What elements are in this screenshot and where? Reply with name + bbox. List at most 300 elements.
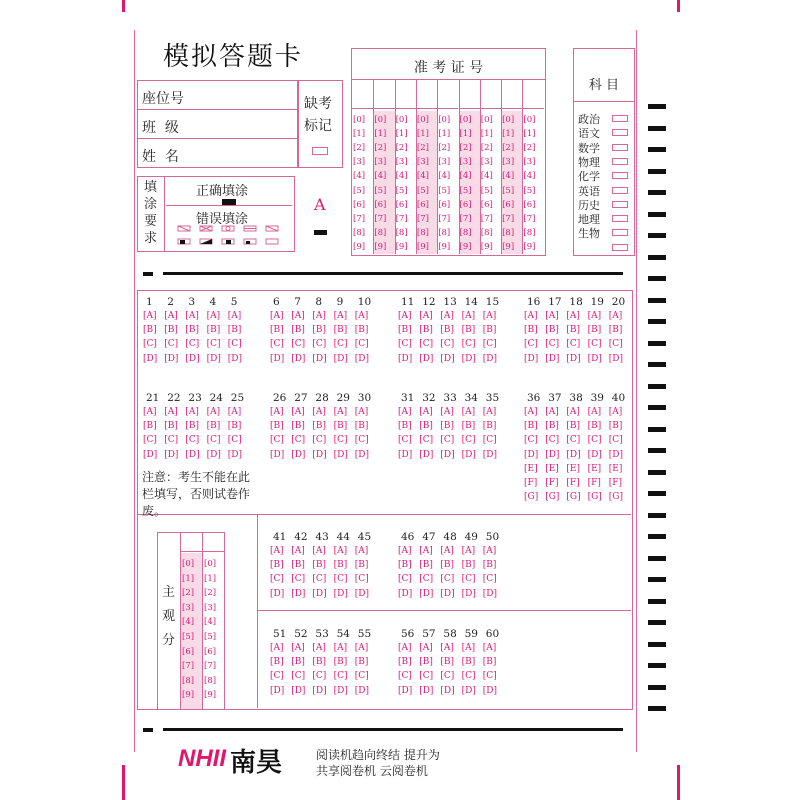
- answer-bubble[interactable]: [B]: [608, 421, 623, 432]
- answer-bubble[interactable]: [B]: [419, 657, 433, 668]
- answer-bubble[interactable]: [B]: [354, 421, 369, 432]
- answer-bubble[interactable]: [C]: [566, 339, 581, 350]
- answer-bubble[interactable]: [F]: [545, 478, 559, 488]
- answer-bubble[interactable]: [D]: [312, 685, 327, 696]
- answer-bubble[interactable]: [C]: [312, 671, 327, 682]
- answer-bubble[interactable]: [D]: [333, 588, 348, 599]
- exam-id-bubble[interactable]: [3]: [353, 157, 366, 168]
- exam-id-bubble[interactable]: [9]: [374, 241, 387, 252]
- exam-id-bubble[interactable]: [0]: [459, 115, 472, 125]
- exam-id-bubble[interactable]: [2]: [374, 143, 387, 154]
- exam-id-bubble[interactable]: [9]: [459, 241, 472, 252]
- exam-id-bubble[interactable]: [8]: [523, 227, 536, 238]
- answer-bubble[interactable]: [A]: [419, 311, 433, 321]
- answer-bubble[interactable]: [C]: [354, 671, 369, 682]
- answer-bubble[interactable]: [A]: [354, 643, 369, 653]
- answer-bubble[interactable]: [B]: [440, 560, 455, 571]
- answer-bubble[interactable]: [G]: [524, 492, 539, 503]
- answer-bubble[interactable]: [D]: [461, 588, 476, 599]
- answer-bubble[interactable]: [B]: [398, 421, 412, 432]
- exam-id-bubble[interactable]: [1]: [416, 129, 429, 140]
- exam-id-bubble[interactable]: [5]: [353, 185, 366, 196]
- exam-id-bubble[interactable]: [9]: [523, 241, 536, 252]
- subject-bubble[interactable]: [612, 144, 628, 151]
- answer-bubble[interactable]: [D]: [398, 449, 413, 460]
- answer-bubble[interactable]: [C]: [440, 671, 455, 682]
- answer-bubble[interactable]: [G]: [545, 492, 560, 503]
- exam-id-bubble[interactable]: [4]: [416, 171, 429, 182]
- exam-id-bubble[interactable]: [9]: [353, 241, 366, 252]
- score-bubble[interactable]: [6]: [204, 646, 217, 657]
- answer-bubble[interactable]: [B]: [164, 325, 178, 336]
- answer-bubble[interactable]: [B]: [398, 657, 412, 668]
- answer-bubble[interactable]: [C]: [143, 339, 157, 350]
- answer-bubble[interactable]: [B]: [461, 657, 476, 668]
- answer-bubble[interactable]: [D]: [398, 588, 413, 599]
- exam-id-bubble[interactable]: [0]: [395, 115, 408, 125]
- answer-bubble[interactable]: [B]: [206, 421, 221, 432]
- answer-bubble[interactable]: [D]: [291, 353, 306, 364]
- exam-id-bubble[interactable]: [9]: [480, 241, 493, 252]
- answer-bubble[interactable]: [D]: [227, 353, 243, 364]
- exam-id-bubble[interactable]: [6]: [459, 199, 472, 210]
- exam-id-bubble[interactable]: [3]: [416, 157, 429, 168]
- exam-id-bubble[interactable]: [0]: [480, 115, 493, 125]
- answer-bubble[interactable]: [D]: [354, 353, 370, 364]
- answer-bubble[interactable]: [B]: [291, 657, 305, 668]
- answer-bubble[interactable]: [B]: [566, 325, 581, 336]
- answer-bubble[interactable]: [D]: [398, 353, 413, 364]
- answer-bubble[interactable]: [B]: [185, 421, 200, 432]
- answer-bubble[interactable]: [A]: [312, 407, 326, 417]
- exam-id-bubble[interactable]: [0]: [353, 115, 366, 125]
- answer-bubble[interactable]: [C]: [185, 339, 200, 350]
- answer-bubble[interactable]: [D]: [545, 353, 560, 364]
- answer-bubble[interactable]: [C]: [419, 435, 434, 446]
- answer-bubble[interactable]: [D]: [354, 449, 370, 460]
- answer-bubble[interactable]: [A]: [270, 311, 284, 321]
- answer-bubble[interactable]: [A]: [143, 311, 157, 321]
- score-bubble[interactable]: [5]: [204, 632, 217, 642]
- exam-id-write-cell[interactable]: [522, 80, 543, 109]
- answer-bubble[interactable]: [B]: [333, 560, 348, 571]
- exam-id-bubble[interactable]: [1]: [438, 129, 451, 140]
- answer-bubble[interactable]: [C]: [312, 435, 327, 446]
- answer-bubble[interactable]: [A]: [291, 311, 305, 321]
- answer-bubble[interactable]: [C]: [270, 339, 284, 350]
- exam-id-bubble[interactable]: [7]: [459, 213, 472, 224]
- exam-id-bubble[interactable]: [7]: [438, 213, 451, 224]
- answer-bubble[interactable]: [B]: [270, 657, 284, 668]
- answer-bubble[interactable]: [D]: [440, 353, 455, 364]
- answer-bubble[interactable]: [D]: [291, 449, 306, 460]
- answer-bubble[interactable]: [E]: [608, 463, 623, 474]
- answer-bubble[interactable]: [B]: [333, 421, 348, 432]
- answer-bubble[interactable]: [A]: [291, 643, 305, 653]
- answer-bubble[interactable]: [D]: [461, 685, 476, 696]
- answer-bubble[interactable]: [B]: [354, 657, 369, 668]
- answer-bubble[interactable]: [B]: [440, 325, 455, 336]
- answer-bubble[interactable]: [D]: [312, 449, 327, 460]
- score-bubble[interactable]: [3]: [182, 602, 195, 613]
- answer-bubble[interactable]: [C]: [312, 339, 327, 350]
- answer-bubble[interactable]: [A]: [482, 407, 497, 417]
- exam-id-bubble[interactable]: [9]: [416, 241, 429, 252]
- exam-id-bubble[interactable]: [8]: [353, 227, 366, 238]
- answer-bubble[interactable]: [C]: [545, 339, 560, 350]
- answer-bubble[interactable]: [A]: [440, 407, 454, 417]
- answer-bubble[interactable]: [B]: [206, 325, 221, 336]
- exam-id-bubble[interactable]: [3]: [395, 157, 408, 168]
- answer-bubble[interactable]: [C]: [419, 671, 434, 682]
- score-bubble[interactable]: [7]: [182, 661, 195, 672]
- answer-bubble[interactable]: [B]: [545, 325, 559, 336]
- answer-bubble[interactable]: [B]: [461, 325, 476, 336]
- answer-bubble[interactable]: [D]: [482, 449, 498, 460]
- answer-bubble[interactable]: [A]: [545, 407, 559, 417]
- answer-bubble[interactable]: [A]: [185, 311, 199, 321]
- answer-bubble[interactable]: [C]: [524, 339, 538, 350]
- answer-bubble[interactable]: [C]: [461, 339, 476, 350]
- exam-id-bubble[interactable]: [5]: [459, 185, 472, 196]
- answer-bubble[interactable]: [C]: [398, 671, 412, 682]
- answer-bubble[interactable]: [B]: [440, 421, 455, 432]
- score-bubble[interactable]: [9]: [182, 690, 195, 701]
- answer-bubble[interactable]: [A]: [312, 546, 326, 556]
- answer-bubble[interactable]: [D]: [398, 685, 413, 696]
- answer-bubble[interactable]: [A]: [461, 407, 476, 417]
- exam-id-bubble[interactable]: [9]: [502, 241, 515, 252]
- subject-bubble[interactable]: [612, 201, 628, 208]
- answer-bubble[interactable]: [D]: [566, 353, 581, 364]
- answer-bubble[interactable]: [A]: [482, 311, 497, 321]
- answer-bubble[interactable]: [A]: [440, 546, 454, 556]
- answer-bubble[interactable]: [D]: [524, 353, 539, 364]
- exam-id-bubble[interactable]: [8]: [374, 227, 387, 238]
- answer-bubble[interactable]: [A]: [333, 546, 348, 556]
- answer-bubble[interactable]: [B]: [333, 657, 348, 668]
- answer-bubble[interactable]: [C]: [440, 435, 455, 446]
- answer-bubble[interactable]: [C]: [333, 574, 348, 585]
- answer-bubble[interactable]: [B]: [461, 560, 476, 571]
- answer-bubble[interactable]: [D]: [270, 353, 285, 364]
- answer-bubble[interactable]: [A]: [566, 311, 580, 321]
- answer-bubble[interactable]: [D]: [354, 685, 370, 696]
- answer-bubble[interactable]: [D]: [164, 449, 179, 460]
- exam-id-bubble[interactable]: [6]: [502, 199, 515, 210]
- exam-id-bubble[interactable]: [1]: [502, 129, 515, 140]
- answer-bubble[interactable]: [D]: [419, 588, 434, 599]
- answer-bubble[interactable]: [B]: [164, 421, 178, 432]
- answer-bubble[interactable]: [A]: [164, 407, 178, 417]
- answer-bubble[interactable]: [B]: [354, 325, 369, 336]
- exam-id-bubble[interactable]: [6]: [416, 199, 429, 210]
- answer-bubble[interactable]: [D]: [270, 449, 285, 460]
- answer-bubble[interactable]: [A]: [482, 643, 497, 653]
- exam-id-bubble[interactable]: [1]: [353, 129, 366, 140]
- answer-bubble[interactable]: [D]: [333, 353, 348, 364]
- answer-bubble[interactable]: [A]: [185, 407, 199, 417]
- subject-bubble[interactable]: [612, 115, 628, 122]
- answer-bubble[interactable]: [B]: [398, 325, 412, 336]
- exam-id-bubble[interactable]: [6]: [480, 199, 493, 210]
- answer-bubble[interactable]: [A]: [143, 407, 157, 417]
- answer-bubble[interactable]: [D]: [185, 449, 200, 460]
- exam-id-bubble[interactable]: [3]: [374, 157, 387, 168]
- answer-bubble[interactable]: [D]: [461, 449, 476, 460]
- answer-bubble[interactable]: [B]: [398, 560, 412, 571]
- exam-id-bubble[interactable]: [4]: [374, 171, 387, 182]
- answer-bubble[interactable]: [D]: [608, 353, 624, 364]
- answer-bubble[interactable]: [C]: [270, 574, 284, 585]
- answer-bubble[interactable]: [A]: [461, 546, 476, 556]
- answer-bubble[interactable]: [A]: [227, 407, 242, 417]
- answer-bubble[interactable]: [A]: [440, 311, 454, 321]
- answer-bubble[interactable]: [B]: [291, 560, 305, 571]
- score-bubble[interactable]: [0]: [204, 559, 217, 569]
- score-bubble[interactable]: [9]: [204, 690, 217, 701]
- answer-bubble[interactable]: [C]: [227, 435, 242, 446]
- answer-bubble[interactable]: [B]: [524, 421, 538, 432]
- answer-bubble[interactable]: [A]: [270, 643, 284, 653]
- answer-bubble[interactable]: [A]: [291, 407, 305, 417]
- score-bubble[interactable]: [8]: [182, 675, 195, 686]
- exam-id-bubble[interactable]: [7]: [416, 213, 429, 224]
- answer-bubble[interactable]: [A]: [227, 311, 242, 321]
- exam-id-bubble[interactable]: [2]: [353, 143, 366, 154]
- answer-bubble[interactable]: [C]: [143, 435, 157, 446]
- answer-bubble[interactable]: [D]: [587, 353, 602, 364]
- answer-bubble[interactable]: [D]: [440, 685, 455, 696]
- score-bubble[interactable]: [6]: [182, 646, 195, 657]
- answer-bubble[interactable]: [B]: [566, 421, 581, 432]
- answer-bubble[interactable]: [B]: [312, 657, 327, 668]
- answer-bubble[interactable]: [D]: [206, 449, 221, 460]
- answer-bubble[interactable]: [B]: [333, 325, 348, 336]
- answer-bubble[interactable]: [B]: [440, 657, 455, 668]
- answer-bubble[interactable]: [B]: [227, 325, 242, 336]
- answer-bubble[interactable]: [G]: [587, 492, 602, 503]
- answer-bubble[interactable]: [C]: [206, 339, 221, 350]
- exam-id-bubble[interactable]: [4]: [353, 171, 366, 182]
- answer-bubble[interactable]: [D]: [354, 588, 370, 599]
- answer-bubble[interactable]: [D]: [143, 353, 158, 364]
- exam-id-bubble[interactable]: [2]: [523, 143, 536, 154]
- score-bubble[interactable]: [1]: [182, 573, 195, 584]
- exam-id-write-cell[interactable]: [416, 80, 437, 109]
- score-bubble[interactable]: [5]: [182, 632, 195, 642]
- exam-id-write-cell[interactable]: [437, 80, 458, 109]
- answer-bubble[interactable]: [C]: [524, 435, 538, 446]
- answer-bubble[interactable]: [G]: [608, 492, 624, 503]
- answer-bubble[interactable]: [C]: [312, 574, 327, 585]
- answer-bubble[interactable]: [B]: [143, 325, 157, 336]
- exam-id-bubble[interactable]: [8]: [480, 227, 493, 238]
- answer-bubble[interactable]: [D]: [524, 449, 539, 460]
- answer-bubble[interactable]: [D]: [419, 449, 434, 460]
- answer-bubble[interactable]: [A]: [608, 311, 623, 321]
- answer-bubble[interactable]: [C]: [164, 339, 179, 350]
- exam-id-bubble[interactable]: [2]: [480, 143, 493, 154]
- score-bubble[interactable]: [1]: [204, 573, 217, 584]
- answer-bubble[interactable]: [A]: [608, 407, 623, 417]
- answer-bubble[interactable]: [A]: [524, 311, 538, 321]
- exam-id-bubble[interactable]: [7]: [480, 213, 493, 224]
- answer-bubble[interactable]: [C]: [608, 435, 623, 446]
- answer-bubble[interactable]: [A]: [398, 311, 412, 321]
- exam-id-bubble[interactable]: [4]: [480, 171, 493, 182]
- answer-bubble[interactable]: [C]: [398, 435, 412, 446]
- exam-id-bubble[interactable]: [4]: [438, 171, 451, 182]
- answer-bubble[interactable]: [A]: [333, 643, 348, 653]
- answer-bubble[interactable]: [C]: [545, 435, 560, 446]
- answer-bubble[interactable]: [C]: [440, 574, 455, 585]
- score-bubble[interactable]: [4]: [204, 617, 217, 628]
- answer-bubble[interactable]: [B]: [185, 325, 200, 336]
- answer-bubble[interactable]: [B]: [482, 657, 497, 668]
- exam-id-bubble[interactable]: [7]: [353, 213, 366, 224]
- answer-bubble[interactable]: [C]: [270, 671, 284, 682]
- answer-bubble[interactable]: [C]: [333, 671, 348, 682]
- exam-id-bubble[interactable]: [4]: [523, 171, 536, 182]
- answer-bubble[interactable]: [A]: [164, 311, 178, 321]
- answer-bubble[interactable]: [D]: [545, 449, 560, 460]
- exam-id-bubble[interactable]: [7]: [502, 213, 515, 224]
- answer-bubble[interactable]: [A]: [461, 311, 476, 321]
- answer-bubble[interactable]: [B]: [482, 325, 497, 336]
- answer-bubble[interactable]: [D]: [270, 588, 285, 599]
- answer-bubble[interactable]: [A]: [312, 311, 326, 321]
- absent-bubble[interactable]: [312, 147, 328, 155]
- answer-bubble[interactable]: [B]: [482, 560, 497, 571]
- score-bubble[interactable]: [2]: [204, 588, 217, 599]
- exam-id-bubble[interactable]: [5]: [438, 185, 451, 196]
- exam-id-write-cell[interactable]: [395, 80, 416, 109]
- answer-bubble[interactable]: [B]: [587, 421, 602, 432]
- answer-bubble[interactable]: [C]: [185, 435, 200, 446]
- exam-id-bubble[interactable]: [4]: [459, 171, 472, 182]
- exam-id-bubble[interactable]: [0]: [523, 115, 536, 125]
- answer-bubble[interactable]: [E]: [587, 463, 602, 474]
- answer-bubble[interactable]: [B]: [482, 421, 497, 432]
- answer-bubble[interactable]: [C]: [164, 435, 179, 446]
- answer-bubble[interactable]: [C]: [333, 435, 348, 446]
- exam-id-bubble[interactable]: [2]: [416, 143, 429, 154]
- answer-bubble[interactable]: [A]: [587, 311, 602, 321]
- exam-id-bubble[interactable]: [6]: [353, 199, 366, 210]
- answer-bubble[interactable]: [D]: [482, 353, 498, 364]
- subject-bubble[interactable]: [612, 229, 628, 236]
- answer-bubble[interactable]: [D]: [440, 449, 455, 460]
- answer-bubble[interactable]: [C]: [419, 339, 434, 350]
- answer-bubble[interactable]: [D]: [482, 685, 498, 696]
- exam-id-write-cell[interactable]: [480, 80, 501, 109]
- answer-bubble[interactable]: [C]: [608, 339, 623, 350]
- subject-bubble[interactable]: [612, 129, 628, 136]
- answer-bubble[interactable]: [B]: [270, 560, 284, 571]
- answer-bubble[interactable]: [A]: [419, 643, 433, 653]
- answer-bubble[interactable]: [C]: [291, 435, 306, 446]
- answer-bubble[interactable]: [A]: [206, 407, 221, 417]
- answer-bubble[interactable]: [C]: [206, 435, 221, 446]
- answer-bubble[interactable]: [C]: [354, 435, 369, 446]
- exam-id-write-cell[interactable]: [352, 80, 373, 109]
- answer-bubble[interactable]: [D]: [566, 449, 581, 460]
- exam-id-bubble[interactable]: [7]: [395, 213, 408, 224]
- exam-id-bubble[interactable]: [5]: [374, 185, 387, 196]
- answer-bubble[interactable]: [A]: [312, 643, 326, 653]
- answer-bubble[interactable]: [C]: [440, 339, 455, 350]
- answer-bubble[interactable]: [A]: [524, 407, 538, 417]
- exam-id-bubble[interactable]: [1]: [395, 129, 408, 140]
- answer-bubble[interactable]: [A]: [354, 407, 369, 417]
- answer-bubble[interactable]: [A]: [354, 311, 369, 321]
- exam-id-bubble[interactable]: [5]: [480, 185, 493, 196]
- exam-id-bubble[interactable]: [6]: [523, 199, 536, 210]
- exam-id-bubble[interactable]: [8]: [502, 227, 515, 238]
- answer-bubble[interactable]: [A]: [398, 407, 412, 417]
- answer-bubble[interactable]: [C]: [419, 574, 434, 585]
- answer-bubble[interactable]: [C]: [587, 339, 602, 350]
- answer-bubble[interactable]: [C]: [482, 339, 497, 350]
- answer-bubble[interactable]: [D]: [608, 449, 624, 460]
- answer-bubble[interactable]: [A]: [482, 546, 497, 556]
- exam-id-bubble[interactable]: [6]: [395, 199, 408, 210]
- exam-id-bubble[interactable]: [8]: [416, 227, 429, 238]
- answer-bubble[interactable]: [D]: [206, 353, 221, 364]
- answer-bubble[interactable]: [C]: [291, 339, 306, 350]
- exam-id-bubble[interactable]: [3]: [523, 157, 536, 168]
- answer-bubble[interactable]: [A]: [270, 407, 284, 417]
- answer-bubble[interactable]: [A]: [206, 311, 221, 321]
- exam-id-bubble[interactable]: [2]: [438, 143, 451, 154]
- exam-id-bubble[interactable]: [5]: [502, 185, 515, 196]
- answer-bubble[interactable]: [D]: [419, 685, 434, 696]
- answer-bubble[interactable]: [A]: [419, 407, 433, 417]
- score-bubble[interactable]: [3]: [204, 602, 217, 613]
- exam-id-bubble[interactable]: [0]: [438, 115, 451, 125]
- answer-bubble[interactable]: [B]: [291, 325, 305, 336]
- exam-id-bubble[interactable]: [7]: [374, 213, 387, 224]
- exam-id-bubble[interactable]: [1]: [459, 129, 472, 140]
- answer-bubble[interactable]: [A]: [333, 311, 348, 321]
- exam-id-bubble[interactable]: [2]: [395, 143, 408, 154]
- answer-bubble[interactable]: [B]: [419, 325, 433, 336]
- answer-bubble[interactable]: [B]: [312, 421, 327, 432]
- answer-bubble[interactable]: [A]: [398, 643, 412, 653]
- answer-bubble[interactable]: [A]: [545, 311, 559, 321]
- answer-bubble[interactable]: [E]: [545, 463, 559, 474]
- exam-id-write-cell[interactable]: [459, 80, 480, 109]
- subject-bubble[interactable]: [612, 215, 628, 222]
- answer-bubble[interactable]: [B]: [608, 325, 623, 336]
- exam-id-bubble[interactable]: [6]: [438, 199, 451, 210]
- answer-bubble[interactable]: [B]: [270, 421, 284, 432]
- answer-bubble[interactable]: [A]: [354, 546, 369, 556]
- exam-id-bubble[interactable]: [3]: [459, 157, 472, 168]
- exam-id-bubble[interactable]: [7]: [523, 213, 536, 224]
- exam-id-bubble[interactable]: [9]: [395, 241, 408, 252]
- answer-bubble[interactable]: [D]: [482, 588, 498, 599]
- answer-bubble[interactable]: [E]: [566, 463, 580, 474]
- answer-bubble[interactable]: [B]: [227, 421, 242, 432]
- exam-id-bubble[interactable]: [8]: [459, 227, 472, 238]
- exam-id-bubble[interactable]: [4]: [502, 171, 515, 182]
- answer-bubble[interactable]: [A]: [291, 546, 305, 556]
- answer-bubble[interactable]: [D]: [143, 449, 158, 460]
- answer-bubble[interactable]: [G]: [566, 492, 581, 503]
- answer-bubble[interactable]: [D]: [461, 353, 476, 364]
